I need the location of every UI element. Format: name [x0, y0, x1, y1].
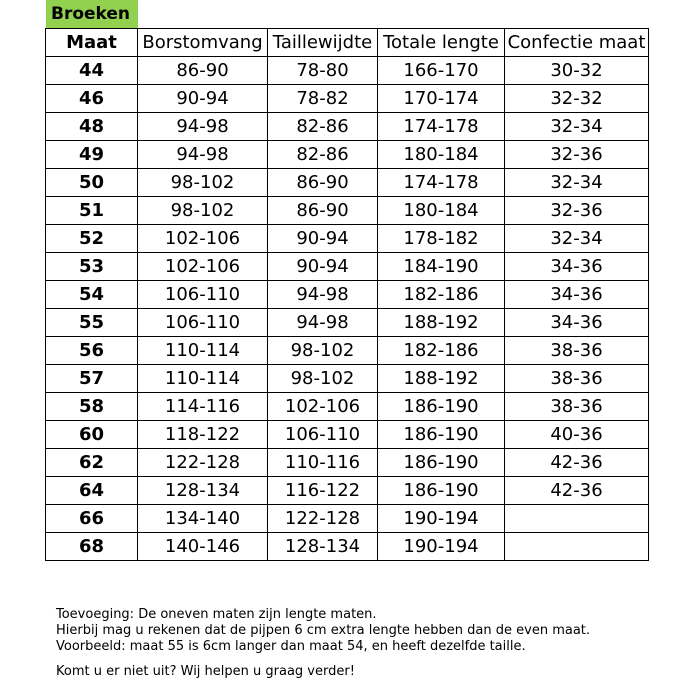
table-cell: 110-114 [138, 365, 268, 393]
maat-cell: 57 [46, 365, 138, 393]
table-row [46, 477, 649, 505]
table-cell: 178-182 [378, 225, 505, 253]
table-cell: 98-102 [268, 337, 378, 365]
table-row [46, 197, 649, 225]
table-cell: 106-110 [268, 421, 378, 449]
table-row [46, 393, 649, 421]
table-cell: 86-90 [268, 169, 378, 197]
table-cell: 116-122 [268, 477, 378, 505]
maat-cell: 55 [46, 309, 138, 337]
maat-cell: 54 [46, 281, 138, 309]
table-cell: 34-36 [505, 281, 649, 309]
table-cell: 90-94 [268, 253, 378, 281]
table-cell: 38-36 [505, 337, 649, 365]
table-cell: 122-128 [138, 449, 268, 477]
table-cell: 180-184 [378, 141, 505, 169]
table-cell: 42-36 [505, 449, 649, 477]
header-maat: Maat [46, 29, 138, 57]
table-cell: 32-34 [505, 169, 649, 197]
table-cell: 106-110 [138, 281, 268, 309]
table-cell [505, 505, 649, 533]
table-cell: 34-36 [505, 309, 649, 337]
notes-spacer [56, 655, 656, 664]
table-cell: 182-186 [378, 337, 505, 365]
table-body [46, 57, 649, 561]
table-cell: 118-122 [138, 421, 268, 449]
maat-cell: 48 [46, 113, 138, 141]
table-cell: 140-146 [138, 533, 268, 561]
table-cell: 122-128 [268, 505, 378, 533]
maat-cell: 50 [46, 169, 138, 197]
header-totale-lengte: Totale lengte [378, 29, 505, 57]
maat-cell: 58 [46, 393, 138, 421]
table-cell: 42-36 [505, 477, 649, 505]
table-cell: 102-106 [268, 393, 378, 421]
table-cell [505, 533, 649, 561]
table-cell: 114-116 [138, 393, 268, 421]
maat-cell: 49 [46, 141, 138, 169]
table-row [46, 225, 649, 253]
table-cell: 32-36 [505, 197, 649, 225]
table-row [46, 57, 649, 85]
table-row [46, 309, 649, 337]
maat-cell: 68 [46, 533, 138, 561]
note-addition: Toevoeging: De oneven maten zijn lengte maten. [56, 607, 377, 622]
table-cell: 110-116 [268, 449, 378, 477]
table-cell: 182-186 [378, 281, 505, 309]
table-cell: 170-174 [378, 85, 505, 113]
table-cell: 86-90 [138, 57, 268, 85]
table-cell: 166-170 [378, 57, 505, 85]
table-cell: 32-34 [505, 113, 649, 141]
maat-cell: 66 [46, 505, 138, 533]
table-row [46, 421, 649, 449]
table-row [46, 449, 649, 477]
maat-cell: 46 [46, 85, 138, 113]
table-cell: 94-98 [268, 281, 378, 309]
table-cell: 184-190 [378, 253, 505, 281]
table-row [46, 169, 649, 197]
table-cell: 106-110 [138, 309, 268, 337]
table-cell: 180-184 [378, 197, 505, 225]
table-row [46, 281, 649, 309]
table-cell: 186-190 [378, 393, 505, 421]
table-cell: 190-194 [378, 533, 505, 561]
table-cell: 82-86 [268, 113, 378, 141]
table-cell: 134-140 [138, 505, 268, 533]
table-cell: 32-32 [505, 85, 649, 113]
table-row [46, 85, 649, 113]
table-cell: 34-36 [505, 253, 649, 281]
table-cell: 94-98 [138, 113, 268, 141]
table-row [46, 141, 649, 169]
table-cell: 110-114 [138, 337, 268, 365]
table-cell: 190-194 [378, 505, 505, 533]
maat-cell: 64 [46, 477, 138, 505]
table-cell: 38-36 [505, 393, 649, 421]
table-cell: 128-134 [268, 533, 378, 561]
maat-cell: 60 [46, 421, 138, 449]
maat-cell: 51 [46, 197, 138, 225]
table-cell: 186-190 [378, 477, 505, 505]
table-cell: 38-36 [505, 365, 649, 393]
maat-cell: 62 [46, 449, 138, 477]
table-cell: 40-36 [505, 421, 649, 449]
table-cell: 90-94 [138, 85, 268, 113]
table-cell: 186-190 [378, 449, 505, 477]
table-cell: 186-190 [378, 421, 505, 449]
table-cell: 94-98 [268, 309, 378, 337]
maat-cell: 44 [46, 57, 138, 85]
table-cell: 32-34 [505, 225, 649, 253]
table-row [46, 533, 649, 561]
note-example: Voorbeeld: maat 55 is 6cm langer dan maat 54, en heeft dezelfde taille. [56, 639, 526, 654]
notes [56, 607, 656, 680]
table-cell: 86-90 [268, 197, 378, 225]
table-cell: 128-134 [138, 477, 268, 505]
table-header-row [46, 29, 649, 57]
size-table [45, 28, 649, 561]
table-cell: 102-106 [138, 225, 268, 253]
header-confectie-maat: Confectie maat [505, 29, 649, 57]
table-row [46, 505, 649, 533]
table-cell: 32-36 [505, 141, 649, 169]
table-row [46, 365, 649, 393]
table-cell: 82-86 [268, 141, 378, 169]
note-extra-length: Hierbij mag u rekenen dat de pijpen 6 cm extra lengte hebben dan de even maat. [56, 623, 591, 638]
table-cell: 98-102 [268, 365, 378, 393]
header-taillewijdte: Taillewijdte [268, 29, 378, 57]
table-cell: 78-80 [268, 57, 378, 85]
table-cell: 174-178 [378, 113, 505, 141]
table-cell: 30-32 [505, 57, 649, 85]
header-borstomvang: Borstomvang [138, 29, 268, 57]
table-cell: 90-94 [268, 225, 378, 253]
table-cell: 188-192 [378, 309, 505, 337]
table-row [46, 253, 649, 281]
table-cell: 98-102 [138, 197, 268, 225]
table-cell: 188-192 [378, 365, 505, 393]
note-help: Komt u er niet uit? Wij helpen u graag verder! [56, 664, 355, 679]
table-cell: 102-106 [138, 253, 268, 281]
table-cell: 98-102 [138, 169, 268, 197]
maat-cell: 53 [46, 253, 138, 281]
table-cell: 78-82 [268, 85, 378, 113]
maat-cell: 56 [46, 337, 138, 365]
page-title: Broeken [46, 0, 138, 28]
table-cell: 174-178 [378, 169, 505, 197]
table-cell: 94-98 [138, 141, 268, 169]
table-row [46, 337, 649, 365]
maat-cell: 52 [46, 225, 138, 253]
table-row [46, 113, 649, 141]
